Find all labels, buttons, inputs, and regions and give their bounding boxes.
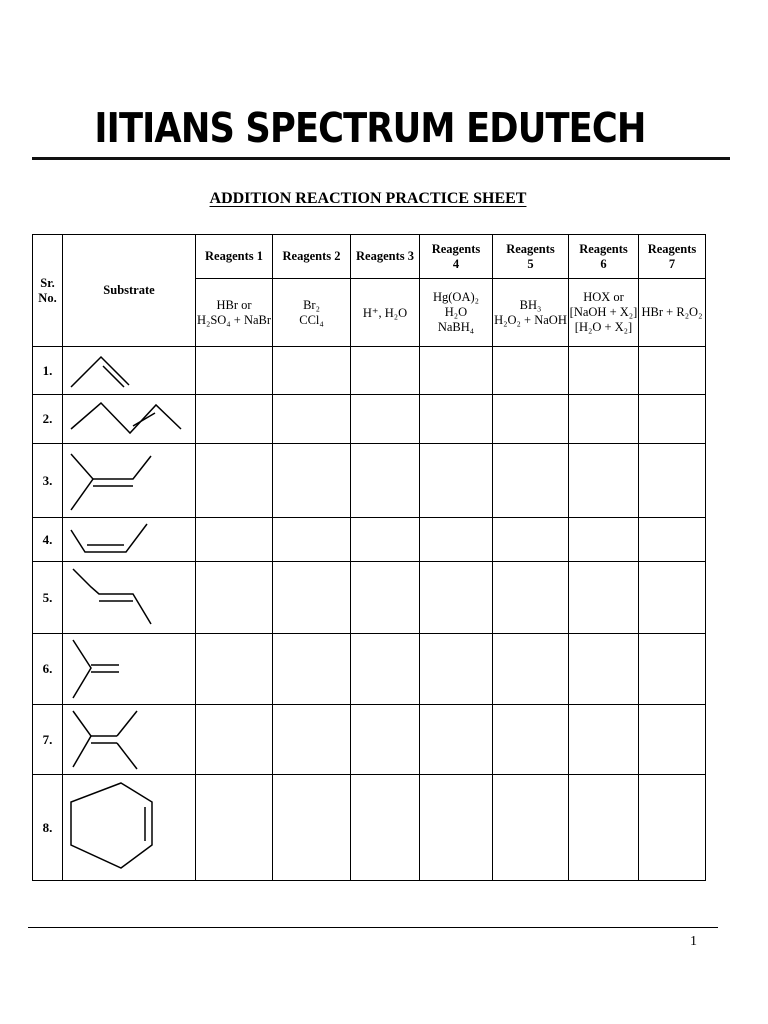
substrate-cell — [63, 444, 196, 518]
header-divider — [32, 157, 730, 160]
sheet-title-text: ADDITION REACTION PRACTICE SHEET — [209, 190, 527, 207]
answer-cell[interactable] — [493, 562, 569, 634]
table-row — [33, 775, 706, 881]
answer-cell[interactable] — [639, 634, 706, 705]
sr-number: 5. — [33, 562, 63, 634]
answer-cell[interactable] — [351, 705, 420, 775]
table-row — [33, 444, 706, 518]
answer-cell[interactable] — [420, 518, 493, 562]
answer-cell[interactable] — [569, 518, 639, 562]
sr-number: 2. — [33, 395, 63, 444]
answer-cell[interactable] — [196, 634, 273, 705]
propene-structure — [63, 347, 196, 394]
answer-cell[interactable] — [273, 705, 351, 775]
reagent-cell-1: HBr or H₂SO₄ + NaBr — [196, 279, 273, 347]
reagent-cell-6: HOX or [NaOH + X₂] [H₂O + X₂] — [569, 279, 639, 347]
answer-cell[interactable] — [420, 634, 493, 705]
trisubstituted-alkene-structure — [63, 444, 196, 517]
answer-cell[interactable] — [569, 347, 639, 395]
page-number: 1 — [690, 934, 697, 949]
substrate-cell — [63, 562, 196, 634]
reagent-header-5: Reagents 5 — [493, 235, 569, 279]
reagent-cell-2: Br₂ CCl₄ — [273, 279, 351, 347]
substrate-cell — [63, 634, 196, 705]
answer-cell[interactable] — [493, 775, 569, 881]
answer-cell[interactable] — [273, 562, 351, 634]
reagent-header-4: Reagents 4 — [420, 235, 493, 279]
answer-cell[interactable] — [493, 705, 569, 775]
sr-number: 7. — [33, 705, 63, 775]
answer-cell[interactable] — [196, 395, 273, 444]
answer-cell[interactable] — [569, 634, 639, 705]
answer-cell[interactable] — [639, 444, 706, 518]
table-row — [33, 347, 706, 395]
header-row — [33, 235, 706, 279]
substrate-cell — [63, 518, 196, 562]
reagent-header-6: Reagents 6 — [569, 235, 639, 279]
sr-number: 3. — [33, 444, 63, 518]
answer-cell[interactable] — [196, 518, 273, 562]
answer-cell[interactable] — [569, 444, 639, 518]
answer-cell[interactable] — [493, 347, 569, 395]
answer-cell[interactable] — [639, 775, 706, 881]
reagent-cell-3: H⁺, H₂O — [351, 279, 420, 347]
footer-divider — [28, 927, 718, 928]
sr-number: 6. — [33, 634, 63, 705]
answer-cell[interactable] — [351, 634, 420, 705]
answer-cell[interactable] — [351, 395, 420, 444]
reagent-header-1: Reagents 1 — [196, 235, 273, 279]
answer-cell[interactable] — [420, 705, 493, 775]
answer-cell[interactable] — [569, 562, 639, 634]
substrate-cell — [63, 775, 196, 881]
answer-cell[interactable] — [196, 444, 273, 518]
answer-cell[interactable] — [196, 562, 273, 634]
answer-cell[interactable] — [493, 518, 569, 562]
cis-alkene-structure — [63, 518, 196, 561]
answer-cell[interactable] — [569, 775, 639, 881]
table-row — [33, 705, 706, 775]
answer-cell[interactable] — [639, 518, 706, 562]
methylidene-structure — [63, 634, 196, 704]
reagent-header-7: Reagents 7 — [639, 235, 706, 279]
reagent-cell-7: HBr + R₂O₂ — [639, 279, 706, 347]
reaction-table — [32, 234, 706, 881]
answer-cell[interactable] — [351, 775, 420, 881]
substrate-cell — [63, 347, 196, 395]
sr-no-header: Sr. No. — [33, 235, 63, 347]
answer-cell[interactable] — [351, 444, 420, 518]
answer-cell[interactable] — [420, 775, 493, 881]
answer-cell[interactable] — [196, 705, 273, 775]
substrate-cell — [63, 705, 196, 775]
table-row — [33, 518, 706, 562]
answer-cell[interactable] — [273, 395, 351, 444]
answer-cell[interactable] — [351, 562, 420, 634]
substrate-header: Substrate — [63, 235, 196, 347]
answer-cell[interactable] — [639, 347, 706, 395]
answer-cell[interactable] — [493, 395, 569, 444]
answer-cell[interactable] — [351, 347, 420, 395]
answer-cell[interactable] — [273, 518, 351, 562]
reagent-cell-4: Hg(OA)₂ H₂O NaBH₄ — [420, 279, 493, 347]
sheet-title — [0, 190, 736, 208]
table-row — [33, 562, 706, 634]
brand-title: IITIANS SPECTRUM EDUTECH — [94, 104, 646, 152]
sr-number: 8. — [33, 775, 63, 881]
substrate-cell — [63, 395, 196, 444]
answer-cell[interactable] — [351, 518, 420, 562]
answer-cell[interactable] — [273, 775, 351, 881]
answer-cell[interactable] — [639, 395, 706, 444]
answer-cell[interactable] — [639, 705, 706, 775]
answer-cell[interactable] — [420, 562, 493, 634]
answer-cell[interactable] — [196, 775, 273, 881]
reagent-header-3: Reagents 3 — [351, 235, 420, 279]
answer-cell[interactable] — [196, 347, 273, 395]
sr-number: 4. — [33, 518, 63, 562]
2-hexene-structure — [63, 395, 196, 443]
answer-cell[interactable] — [273, 347, 351, 395]
table-row — [33, 634, 706, 705]
sr-number: 1. — [33, 347, 63, 395]
answer-cell[interactable] — [569, 705, 639, 775]
reagent-header-2: Reagents 2 — [273, 235, 351, 279]
trans-alkene-structure — [63, 562, 196, 633]
answer-cell[interactable] — [493, 634, 569, 705]
table-row — [33, 395, 706, 444]
answer-cell[interactable] — [420, 347, 493, 395]
answer-cell[interactable] — [420, 395, 493, 444]
answer-cell[interactable] — [420, 444, 493, 518]
answer-cell[interactable] — [273, 444, 351, 518]
tetrasubstituted-alkene-structure — [63, 705, 196, 774]
answer-cell[interactable] — [493, 444, 569, 518]
answer-cell[interactable] — [273, 634, 351, 705]
cyclohexene-structure — [63, 775, 196, 880]
answer-cell[interactable] — [569, 395, 639, 444]
reagent-cell-5: BH₃ H₂O₂ + NaOH — [493, 279, 569, 347]
answer-cell[interactable] — [639, 562, 706, 634]
